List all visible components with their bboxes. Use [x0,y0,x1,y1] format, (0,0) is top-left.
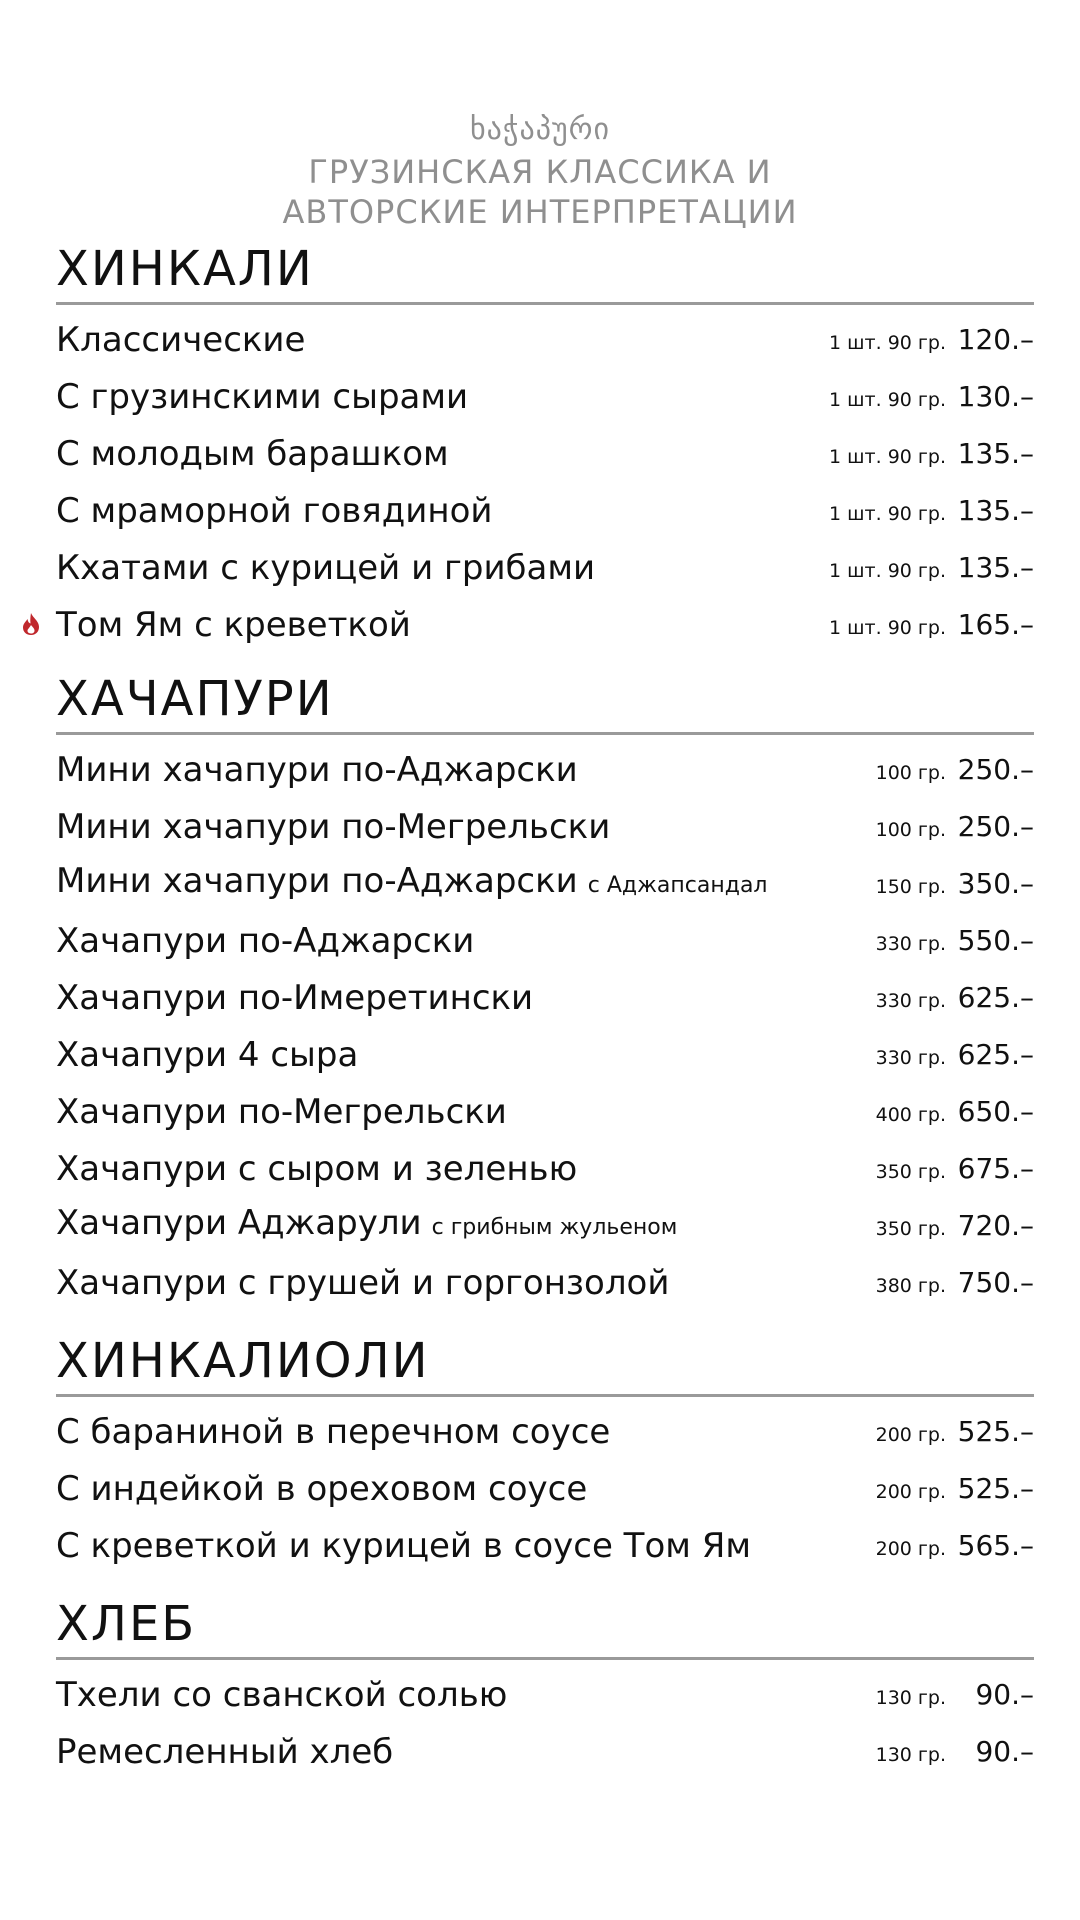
menu-item-price: 250.– [957,810,1034,843]
menu-item [56,1197,1034,1254]
menu-item-price: 90.– [975,1678,1034,1711]
menu-item-name [56,605,816,645]
menu-item [56,1026,1034,1083]
menu-item-weight: 100 гр. [875,761,946,784]
menu-item-title: Классические [56,319,306,360]
section-khachapuri [56,672,1034,1311]
menu-item [56,311,1034,368]
menu-item-price: 625.– [957,1038,1034,1071]
menu-item-name [56,750,816,790]
menu-item-name [56,1203,816,1248]
menu-item-weight: 1 шт. 90 гр. [829,331,946,354]
menu-item [56,425,1034,482]
menu-item-title: Хачапури с грушей и горгонзолой [56,1262,670,1303]
menu-item [56,798,1034,855]
menu-item [56,1460,1034,1517]
menu-item-price: 135.– [957,494,1034,527]
menu-item-title: Мини хачапури по-Мегрельски [56,806,611,847]
menu-item [56,1666,1034,1723]
menu-item-title: Хачапури 4 сыра [56,1034,359,1075]
menu-item-title: Мини хачапури по-Аджарски [56,861,578,901]
menu-item [56,741,1034,798]
menu-item [56,1083,1034,1140]
menu-item-price: 625.– [957,981,1034,1014]
menu-item-name [56,1092,816,1132]
menu-item-price: 165.– [957,608,1034,641]
menu-item [56,1403,1034,1460]
menu-header [0,112,1080,232]
menu-item-weight: 350 гр. [875,1217,946,1240]
menu-item-title: Хачапури с сыром и зеленью [56,1148,578,1189]
menu-item [56,855,1034,912]
menu-item-title: С индейкой в ореховом соусе [56,1468,588,1509]
menu-item-price: 135.– [957,437,1034,470]
menu-item-title: Хачапури по-Аджарски [56,920,475,961]
menu-item-price: 525.– [957,1472,1034,1505]
menu-item-title: Хачапури Аджарули [56,1203,422,1243]
menu-item-name [56,320,816,360]
menu-item-price: 130.– [957,380,1034,413]
menu-item-name [56,434,816,474]
menu-item [56,1723,1034,1780]
menu-item-name [56,921,816,961]
menu-item-price: 675.– [957,1152,1034,1185]
menu-item-weight: 1 шт. 90 гр. [829,502,946,525]
menu-item-list [56,741,1034,1311]
menu-item-title: Тхели со сванской солью [56,1674,508,1715]
menu-item-price: 90.– [975,1735,1034,1768]
menu-item-weight: 200 гр. [875,1537,946,1560]
menu-item [56,1254,1034,1311]
header-subtitle: ГРУЗИНСКАЯ КЛАССИКА И АВТОРСКИЕ ИНТЕРПРЕТАЦИИ [282,153,798,231]
menu-item-weight: 100 гр. [875,818,946,841]
menu-item-weight: 350 гр. [875,1160,946,1183]
menu-item-name [56,377,816,417]
menu-item-weight: 330 гр. [875,932,946,955]
menu-item-title: Том Ям с креветкой [56,604,411,645]
menu-item-name [56,1732,816,1772]
menu-item-list [56,311,1034,653]
menu-item-name [56,491,816,531]
menu-item-title: Мини хачапури по-Аджарски [56,749,578,790]
chili-spicy-icon [20,612,42,636]
menu-item-price: 750.– [957,1266,1034,1299]
menu-item-name [56,1412,816,1452]
section-bread [56,1597,1034,1780]
menu-item-name [56,1035,816,1075]
menu-item [56,969,1034,1026]
menu-item-price: 350.– [957,867,1034,900]
section-title: ХЛЕБ [56,1597,1034,1660]
menu-item [56,482,1034,539]
menu-item-price: 135.– [957,551,1034,584]
menu-item-name [56,1149,816,1189]
menu-item-note: с Аджапсандал [587,873,768,898]
menu-item-price: 550.– [957,924,1034,957]
menu-item-weight: 130 гр. [875,1686,946,1709]
menu-item-name [56,1675,816,1715]
menu-item-list [56,1666,1034,1780]
section-khinkalioli [56,1334,1034,1574]
menu-item-name [56,1469,816,1509]
menu-item-price: 120.– [957,323,1034,356]
menu-item-weight: 150 гр. [875,875,946,898]
menu-item [56,539,1034,596]
menu-item-weight: 200 гр. [875,1423,946,1446]
menu-item-list [56,1403,1034,1574]
menu-item-name [56,978,816,1018]
menu-item-name [56,807,816,847]
menu-item-title: С креветкой и курицей в соусе Том Ям [56,1525,751,1566]
menu-item-name [56,1263,816,1303]
section-title: ХАЧАПУРИ [56,672,1034,735]
section-title: ХИНКАЛИ [56,242,1034,305]
menu-item-name [56,1526,816,1566]
menu-item-weight: 400 гр. [875,1103,946,1126]
menu-item-weight: 200 гр. [875,1480,946,1503]
menu-item-name [56,861,816,906]
menu-item-price: 250.– [957,753,1034,786]
menu-item [56,368,1034,425]
menu-item-weight: 380 гр. [875,1274,946,1297]
section-khinkali [56,242,1034,653]
menu-item-weight: 1 шт. 90 гр. [829,445,946,468]
menu-item-price: 720.– [957,1209,1034,1242]
menu-item-price: 650.– [957,1095,1034,1128]
menu-item-price: 525.– [957,1415,1034,1448]
menu-item-title: С молодым барашком [56,433,449,474]
menu-item [56,1517,1034,1574]
menu-item-weight: 130 гр. [875,1743,946,1766]
menu-item-title: Ремесленный хлеб [56,1731,394,1772]
menu-item-weight: 330 гр. [875,1046,946,1069]
menu-item-name [56,548,816,588]
menu-item-weight: 1 шт. 90 гр. [829,559,946,582]
menu-item-note: с грибным жульеном [431,1215,678,1240]
menu-item-title: С бараниной в перечном соусе [56,1411,611,1452]
menu-item-weight: 330 гр. [875,989,946,1012]
menu-item-title: Хачапури по-Имеретински [56,977,534,1018]
menu-item [56,596,1034,653]
menu-item-price: 565.– [957,1529,1034,1562]
menu-item-title: С грузинскими сырами [56,376,469,417]
menu-item-title: Кхатами с курицей и грибами [56,547,596,588]
menu-item-weight: 1 шт. 90 гр. [829,616,946,639]
menu-item [56,912,1034,969]
menu-item-title: С мраморной говядиной [56,490,493,531]
header-georgian-title: ხაჭაპური [469,112,611,147]
menu-item-title: Хачапури по-Мегрельски [56,1091,507,1132]
section-title: ХИНКАЛИОЛИ [56,1334,1034,1397]
menu-item [56,1140,1034,1197]
menu-item-weight: 1 шт. 90 гр. [829,388,946,411]
